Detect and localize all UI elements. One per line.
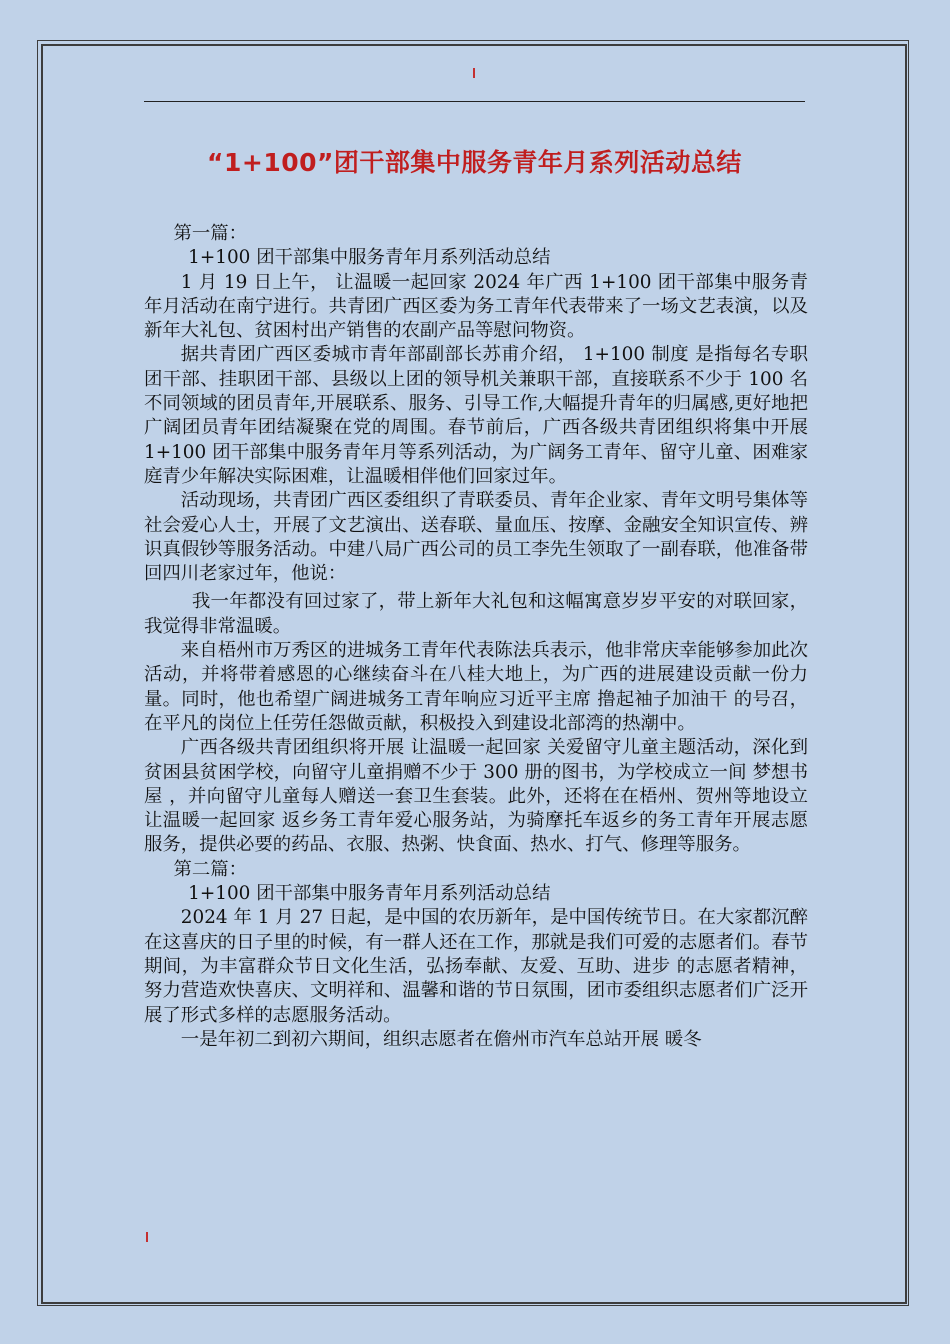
part-two-subtitle: 1+100 团干部集中服务青年月系列活动总结 — [188, 883, 551, 905]
header-cursor-mark — [473, 68, 475, 78]
body-paragraph: 广西各级共青团组织将开展 让温暖一起回家 关爱留守儿童主题活动，深化到贫困县贫困学校，向留守儿童捐赠不少于 300 册的图书，为学校成立一间 梦想书屋 ，并向留守儿童每人赠送一套卫生套装。此外，还将在在梧州、贺州等地设立 让温暖一起回家 返乡务工青年爱心服务站，为骑摩托车返乡的务工青年开展志愿服务，提供必要的药品、衣服、热粥、快食面、热水、打气、修理等服务。 — [144, 737, 808, 856]
body-paragraph: 一是年初二到初六期间，组织志愿者在儋州市汽车总站开展 暖冬 — [180, 1028, 702, 1050]
body-paragraph: 2024 年 1 月 27 日起，是中国的农历新年，是中国传统节日。在大家都沉醉在这喜庆的日子里的时候，有一群人还在工作，那就是我们可爱的志愿者们。春节期间，为丰富群众节日文化生活，弘扬奉献、友爱、互助、进步 的志愿者精神，努力营造欢快喜庆、文明祥和、温馨和谐的节日氛围，团市委组织志愿者们广泛开展了形式多样的志愿服务活动。 — [144, 907, 808, 1026]
part-two-heading: 第二篇： — [173, 858, 248, 880]
body-paragraph: 据共青团广西区委城市青年部副部长苏甫介绍， 1+100 制度 是指每名专职团干部、挂职团干部、县级以上团的领导机关兼职干部，直接联系不少于 100 名不同领域的团员青年,开展联系、服务、引导工作,大幅提升青年的归属感,更好地把广阔团员青年团结凝聚在党的周围。春节前后，广西各级共青团组织将集中开展 1+100 团干部集中服务青年月等系列活动，为广阔务工青年、留守儿童、困难家庭青少年解决实际困难，让温暖相伴他们回家过年。 — [144, 344, 808, 487]
part-one-subtitle: 1+100 团干部集中服务青年月系列活动总结 — [188, 247, 551, 269]
footer-cursor-mark — [146, 1232, 148, 1242]
body-paragraph: 来自梧州市万秀区的进城务工青年代表陈法兵表示，他非常庆幸能够参加此次活动，并将带着感恩的心继续奋斗在八桂大地上，为广西的进展建设贡献一份力量。同时，他也希望广阔进城务工青年响应习近平主席 撸起袖子加油干 的号召，在平凡的岗位上任劳任怨做贡献，积极投入到建设北部湾的热潮中。 — [144, 640, 808, 734]
header-divider — [144, 101, 805, 102]
document-title: “1+100”团干部集中服务青年月系列活动总结 — [207, 147, 742, 177]
document-body — [144, 222, 808, 1052]
body-paragraph: 活动现场，共青团广西区委组织了青联委员、青年企业家、青年文明号集体等社会爱心人士，开展了文艺演出、送春联、量血压、按摩、金融安全知识宣传、辨识真假钞等服务活动。中建八局广西公司的员工李先生领取了一副春联，他准备带回四川老家过年，他说： — [144, 490, 808, 585]
body-paragraph: 1 月 19 日上午， 让温暖一起回家 2024 年广西 1+100 团干部集中服务青年月活动在南宁进行。共青团广西区委为务工青年代表带来了一场文艺表演，以及新年大礼包、贫困村出产销售的农副产品等慰问物资。 — [144, 271, 808, 342]
part-one-heading: 第一篇： — [173, 223, 248, 244]
quote-paragraph: 我一年都没有回过家了，带上新年大礼包和这幅寓意岁岁平安的对联回家，我觉得非常温暖。 — [144, 591, 808, 637]
